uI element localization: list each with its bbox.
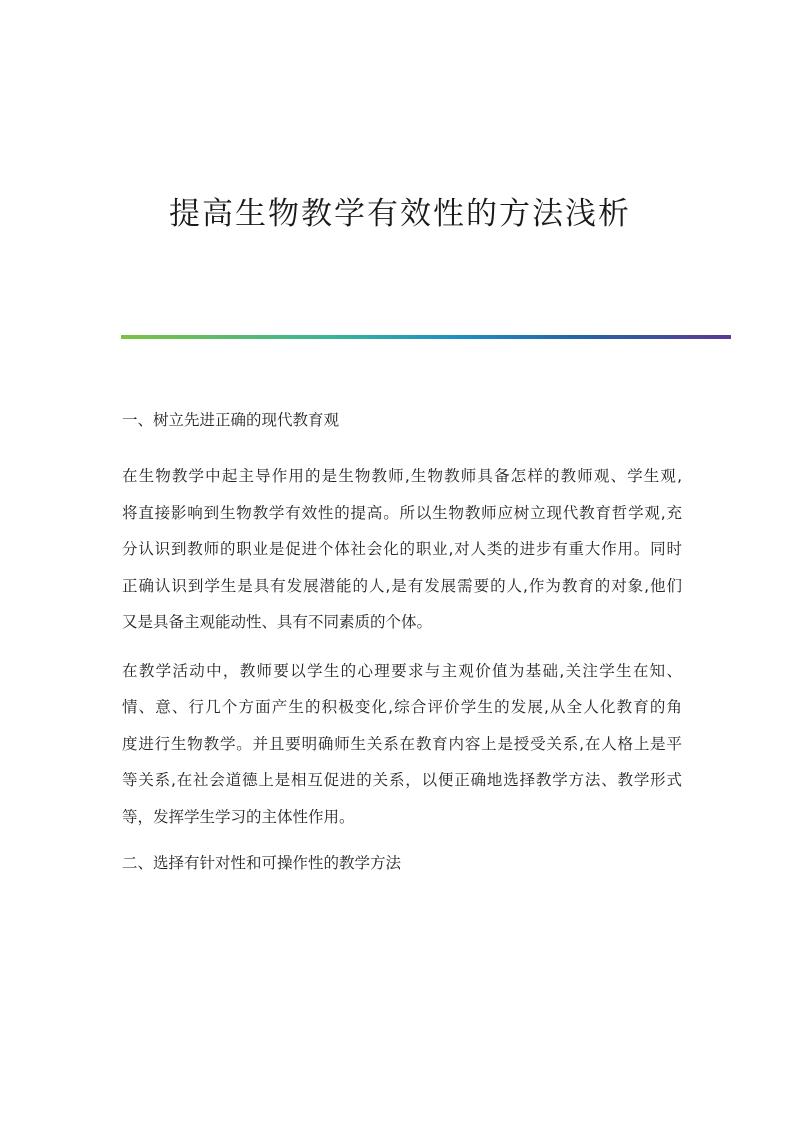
paragraph-line: 又是具备主观能动性、具有不同素质的个体。 — [122, 613, 433, 631]
section-heading-1: 一、树立先进正确的现代教育观 — [122, 411, 340, 429]
paragraph-line: 正确认识到学生是具有发展潜能的人,是有发展需要的人,作为教育的对象,他们 — [122, 576, 682, 595]
paragraph-line: 等，发挥学生学习的主体性作用。 — [122, 807, 355, 826]
title-divider — [121, 335, 731, 339]
paragraph-line: 等关系,在社会道德上是相互促进的关系，以便正确地选择教学方法、教学形式 — [122, 771, 682, 789]
paragraph-2 — [122, 653, 682, 836]
document-body — [122, 404, 682, 879]
section-heading-2: 二、选择有针对性和可操作性的教学方法 — [122, 854, 402, 872]
document-title: 提高生物教学有效性的方法浅析 — [169, 196, 631, 232]
paragraph-1 — [122, 458, 682, 641]
paragraph-line: 分认识到教师的职业是促进个体社会化的职业,对人类的进步有重大作用。同时 — [122, 540, 682, 558]
paragraph-line: 将直接影响到生物教学有效性的提高。所以生物教师应树立现代教育哲学观,充 — [122, 503, 682, 522]
paragraph-line: 度进行生物教学。并且要明确师生关系在教育内容上是授受关系,在人格上是平 — [122, 734, 682, 753]
paragraph-line: 在生物教学中起主导作用的是生物教师,生物教师具备怎样的教师观、学生观, — [122, 467, 682, 485]
paragraph-line: 情、意、行几个方面产生的积极变化,综合评价学生的发展,从全人化教育的角 — [122, 698, 682, 716]
paragraph-line: 在教学活动中，教师要以学生的心理要求与主观价值为基础,关注学生在知、 — [122, 661, 682, 680]
